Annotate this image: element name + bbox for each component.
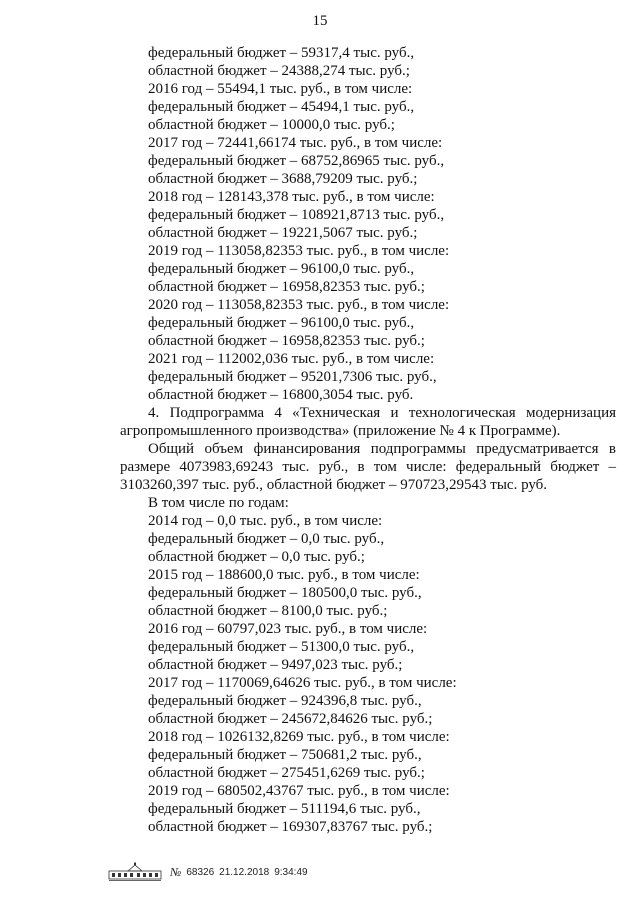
text-line: федеральный бюджет – 51300,0 тыс. руб., [148, 639, 415, 655]
text-line: областной бюджет – 275451,6269 тыс. руб.; [148, 765, 425, 781]
text-line: 2018 год – 128143,378 тыс. руб., в том числе: [148, 189, 435, 205]
text-line: федеральный бюджет – 96100,0 тыс. руб., [148, 261, 415, 277]
document-footer [108, 862, 313, 882]
text-line: федеральный бюджет – 750681,2 тыс. руб., [148, 747, 422, 763]
text-line: 2019 год – 680502,43767 тыс. руб., в том числе: [148, 783, 450, 799]
text-line: федеральный бюджет – 45494,1 тыс. руб., [148, 99, 415, 115]
doc-number: 68326 [186, 866, 215, 878]
text-line: федеральный бюджет – 0,0 тыс. руб., [148, 531, 385, 547]
text-line: областной бюджет – 10000,0 тыс. руб.; [148, 117, 395, 133]
funding-by-year-top [120, 44, 616, 404]
text-line: федеральный бюджет – 95201,7306 тыс. руб., [148, 369, 437, 385]
text-line: федеральный бюджет – 108921,8713 тыс. руб., [148, 207, 445, 223]
text-line: федеральный бюджет – 180500,0 тыс. руб., [148, 585, 422, 601]
text-line: федеральный бюджет – 924396,8 тыс. руб., [148, 693, 422, 709]
text-line: 2020 год – 113058,82353 тыс. руб., в том числе: [148, 297, 450, 313]
text-line: федеральный бюджет – 96100,0 тыс. руб., [148, 315, 415, 331]
text-line: областной бюджет – 0,0 тыс. руб.; [148, 549, 365, 565]
text-line: В том числе по годам: [148, 495, 289, 511]
text-line: областной бюджет – 16958,82353 тыс. руб.; [148, 279, 425, 295]
text-line: областной бюджет – 19221,5067 тыс. руб.; [148, 225, 418, 241]
text-line: 2019 год – 113058,82353 тыс. руб., в том числе: [148, 243, 450, 259]
text-line: 2021 год – 112002,036 тыс. руб., в том числе: [148, 351, 435, 367]
total-funding-paragraph: Общий объем финансирования подпрограммы предусматривается в размере 4073983,69243 тыс. руб., в том числе: федеральный бюджет – 3103260,397 тыс. руб., областной бюджет – 970723,29543 тыс. руб. [120, 441, 616, 493]
text-line: 2018 год – 1026132,8269 тыс. руб., в том числе: [148, 729, 450, 745]
text-line: областной бюджет – 8100,0 тыс. руб.; [148, 603, 388, 619]
doc-date: 21.12.2018 [219, 866, 270, 878]
text-line: областной бюджет – 169307,83767 тыс. руб.; [148, 819, 433, 835]
document-body [120, 44, 616, 836]
text-line: областной бюджет – 9497,023 тыс. руб.; [148, 657, 403, 673]
text-line: 2017 год – 1170069,64626 тыс. руб., в том числе: [148, 675, 457, 691]
government-seal-icon [108, 862, 162, 882]
page-number: 15 [312, 13, 328, 29]
text-line: федеральный бюджет – 511194,6 тыс. руб., [148, 801, 421, 817]
text-line: 2014 год – 0,0 тыс. руб., в том числе: [148, 513, 383, 529]
text-line: областной бюджет – 16800,3054 тыс. руб. [148, 387, 414, 403]
text-line: областной бюджет – 245672,84626 тыс. руб.; [148, 711, 433, 727]
text-line: 2017 год – 72441,66174 тыс. руб., в том числе: [148, 135, 443, 151]
text-line: областной бюджет – 16958,82353 тыс. руб.; [148, 333, 425, 349]
text-line: 2016 год – 55494,1 тыс. руб., в том числе: [148, 81, 413, 97]
doc-number-symbol: № [170, 864, 182, 879]
text-line: областной бюджет – 3688,79209 тыс. руб.; [148, 171, 418, 187]
text-line: федеральный бюджет – 68752,86965 тыс. руб., [148, 153, 445, 169]
text-line: 2015 год – 188600,0 тыс. руб., в том числе: [148, 567, 420, 583]
funding-by-year-bottom [120, 494, 616, 836]
text-line: областной бюджет – 24388,274 тыс. руб.; [148, 63, 410, 79]
subprogram-heading: 4. Подпрограмма 4 «Техническая и технологическая модернизация агропромышленного производства» (приложение № 4 к Программе). [120, 405, 616, 439]
doc-time: 9:34:49 [274, 866, 308, 878]
text-line: федеральный бюджет – 59317,4 тыс. руб., [148, 45, 415, 61]
text-line: 2016 год – 60797,023 тыс. руб., в том числе: [148, 621, 428, 637]
